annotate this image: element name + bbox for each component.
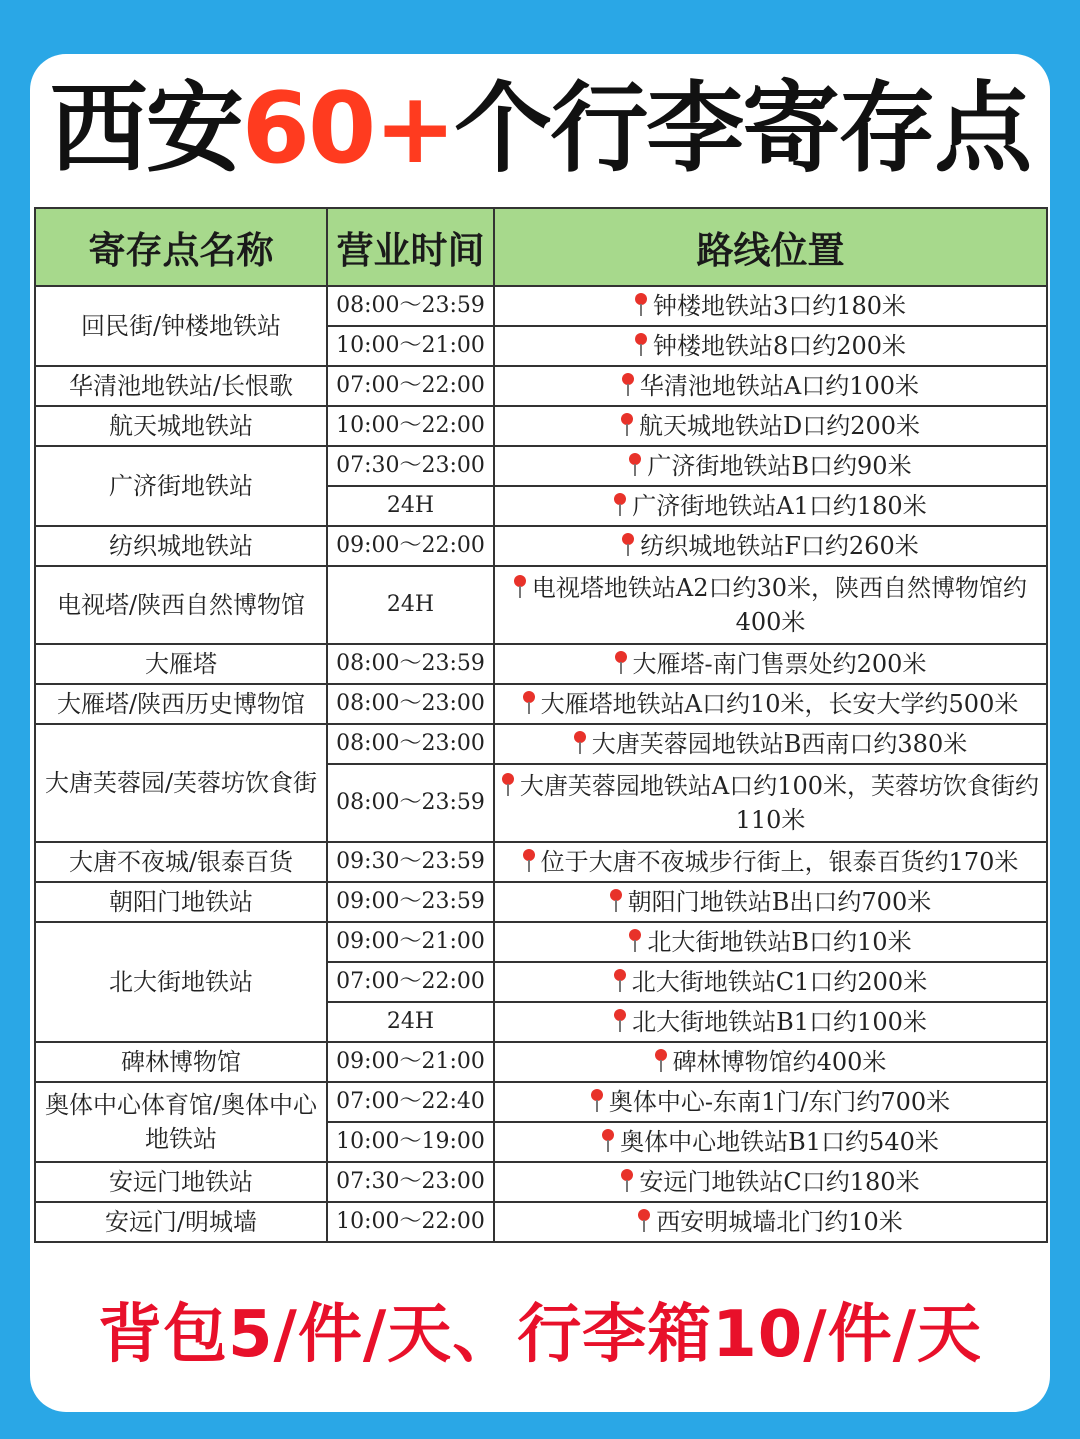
map-pin-icon [635, 333, 647, 357]
map-pin-icon [635, 293, 647, 317]
table-row [35, 366, 1047, 406]
table-row [35, 286, 1047, 326]
price-footer: 背包5/件/天、行李箱10/件/天 [97, 1298, 983, 1372]
business-hours: 09:00～23:59 [327, 882, 494, 922]
station-name: 广济街地铁站 [35, 446, 327, 526]
route-location [494, 842, 1047, 882]
business-hours: 09:00～22:00 [327, 526, 494, 566]
station-name: 北大街地铁站 [35, 922, 327, 1042]
business-hours: 08:00～23:00 [327, 724, 494, 764]
station-name: 安远门地铁站 [35, 1162, 327, 1202]
map-pin-icon [610, 889, 622, 913]
route-text: 北大街地铁站B口约10米 [647, 928, 912, 956]
table-row [35, 684, 1047, 724]
map-pin-icon [622, 373, 634, 397]
map-pin-icon [629, 453, 641, 477]
route-text: 安远门地铁站C口约180米 [639, 1168, 920, 1196]
route-location [494, 922, 1047, 962]
business-hours: 10:00～19:00 [327, 1122, 494, 1162]
route-text: 北大街地铁站C1口约200米 [631, 968, 928, 996]
business-hours: 09:00～21:00 [327, 922, 494, 962]
route-text: 大雁塔-南门售票处约200米 [632, 650, 927, 678]
route-text: 电视塔地铁站A2口约30米，陕西自然博物馆约400米 [531, 574, 1028, 636]
map-pin-icon [621, 413, 633, 437]
route-location [494, 1002, 1047, 1042]
route-text: 钟楼地铁站3口约180米 [652, 292, 907, 320]
map-pin-icon [523, 691, 535, 715]
map-pin-icon [621, 1169, 633, 1193]
column-header-route: 路线位置 [494, 208, 1047, 286]
business-hours: 07:00～22:40 [327, 1082, 494, 1122]
station-name: 纺织城地铁站 [35, 526, 327, 566]
map-pin-icon [614, 969, 626, 993]
business-hours: 09:00～21:00 [327, 1042, 494, 1082]
route-text: 广济街地铁站B口约90米 [647, 452, 912, 480]
map-pin-icon [574, 731, 586, 755]
station-name: 回民街/钟楼地铁站 [35, 286, 327, 366]
route-text: 西安明城墙北门约10米 [656, 1208, 903, 1236]
map-pin-icon [622, 533, 634, 557]
map-pin-icon [514, 575, 526, 599]
station-name: 朝阳门地铁站 [35, 882, 327, 922]
route-location [494, 882, 1047, 922]
route-location [494, 326, 1047, 366]
route-text: 大唐芙蓉园地铁站B西南口约380米 [591, 730, 968, 758]
route-text: 广济街地铁站A1口约180米 [632, 492, 927, 520]
table-row [35, 566, 1047, 644]
route-location [494, 366, 1047, 406]
route-location [494, 1042, 1047, 1082]
route-location [494, 486, 1047, 526]
route-location [494, 406, 1047, 446]
map-pin-icon [614, 493, 626, 517]
route-text: 朝阳门地铁站B出口约700米 [627, 888, 932, 916]
business-hours: 08:00～23:59 [327, 286, 494, 326]
map-pin-icon [655, 1049, 667, 1073]
map-pin-icon [638, 1209, 650, 1233]
business-hours: 07:00～22:00 [327, 962, 494, 1002]
map-pin-icon [502, 773, 514, 797]
column-header-time: 营业时间 [327, 208, 494, 286]
route-text: 钟楼地铁站8口约200米 [652, 332, 907, 360]
business-hours: 07:00～22:00 [327, 366, 494, 406]
station-name: 大唐不夜城/银泰百货 [35, 842, 327, 882]
business-hours: 10:00～22:00 [327, 1202, 494, 1242]
route-location [494, 446, 1047, 486]
route-location [494, 286, 1047, 326]
route-text: 纺织城地铁站F口约260米 [640, 532, 919, 560]
business-hours: 08:00～23:59 [327, 764, 494, 842]
business-hours: 08:00～23:00 [327, 684, 494, 724]
table-row [35, 922, 1047, 962]
table-row [35, 1162, 1047, 1202]
station-name: 华清池地铁站/长恨歌 [35, 366, 327, 406]
table-body [35, 286, 1047, 1242]
station-name: 安远门/明城墙 [35, 1202, 327, 1242]
route-location [494, 1162, 1047, 1202]
route-location [494, 1122, 1047, 1162]
route-text: 航天城地铁站D口约200米 [638, 412, 921, 440]
business-hours: 10:00～21:00 [327, 326, 494, 366]
table-row [35, 1042, 1047, 1082]
station-name: 大唐芙蓉园/芙蓉坊饮食街 [35, 724, 327, 842]
table-row [35, 526, 1047, 566]
route-text: 位于大唐不夜城步行街上，银泰百货约170米 [540, 848, 1019, 876]
route-location [494, 1082, 1047, 1122]
station-name: 碑林博物馆 [35, 1042, 327, 1082]
business-hours: 07:30～23:00 [327, 446, 494, 486]
route-location [494, 526, 1047, 566]
station-name: 大雁塔 [35, 644, 327, 684]
business-hours: 24H [327, 1002, 494, 1042]
table-row [35, 446, 1047, 486]
station-name: 航天城地铁站 [35, 406, 327, 446]
route-location [494, 644, 1047, 684]
business-hours: 09:30～23:59 [327, 842, 494, 882]
business-hours: 24H [327, 566, 494, 644]
title-highlight: 60+ [241, 72, 455, 186]
route-location [494, 566, 1047, 644]
station-name: 大雁塔/陕西历史博物馆 [35, 684, 327, 724]
route-text: 奥体中心-东南1门/东门约700米 [608, 1088, 951, 1116]
route-location [494, 764, 1047, 842]
map-pin-icon [615, 651, 627, 675]
route-location [494, 684, 1047, 724]
route-text: 华清池地铁站A口约100米 [639, 372, 920, 400]
business-hours: 07:30～23:00 [327, 1162, 494, 1202]
column-header-name: 寄存点名称 [35, 208, 327, 286]
route-text: 奥体中心地铁站B1口约540米 [620, 1128, 939, 1156]
map-pin-icon [602, 1129, 614, 1153]
table-row [35, 1202, 1047, 1242]
route-text: 大唐芙蓉园地铁站A口约100米，芙蓉坊饮食街约110米 [519, 772, 1040, 834]
page-title [0, 74, 1080, 184]
route-location [494, 1202, 1047, 1242]
route-text: 大雁塔地铁站A口约10米，长安大学约500米 [540, 690, 1019, 718]
station-name: 电视塔/陕西自然博物馆 [35, 566, 327, 644]
route-location [494, 724, 1047, 764]
station-name: 奥体中心体育馆/奥体中心地铁站 [35, 1082, 327, 1162]
table-row [35, 724, 1047, 764]
business-hours: 08:00～23:59 [327, 644, 494, 684]
title-part2: 个行李寄存点 [454, 72, 1031, 186]
table-row [35, 406, 1047, 446]
map-pin-icon [591, 1089, 603, 1113]
table-row [35, 644, 1047, 684]
route-text: 北大街地铁站B1口约100米 [632, 1008, 927, 1036]
table-header-row [35, 208, 1047, 286]
table-row [35, 1082, 1047, 1122]
business-hours: 10:00～22:00 [327, 406, 494, 446]
route-location [494, 962, 1047, 1002]
map-pin-icon [523, 849, 535, 873]
business-hours: 24H [327, 486, 494, 526]
map-pin-icon [629, 929, 641, 953]
title-part1: 西安 [49, 72, 242, 186]
storage-table [34, 207, 1048, 1243]
table-row [35, 882, 1047, 922]
table-row [35, 842, 1047, 882]
map-pin-icon [614, 1009, 626, 1033]
route-text: 碑林博物馆约400米 [672, 1048, 887, 1076]
